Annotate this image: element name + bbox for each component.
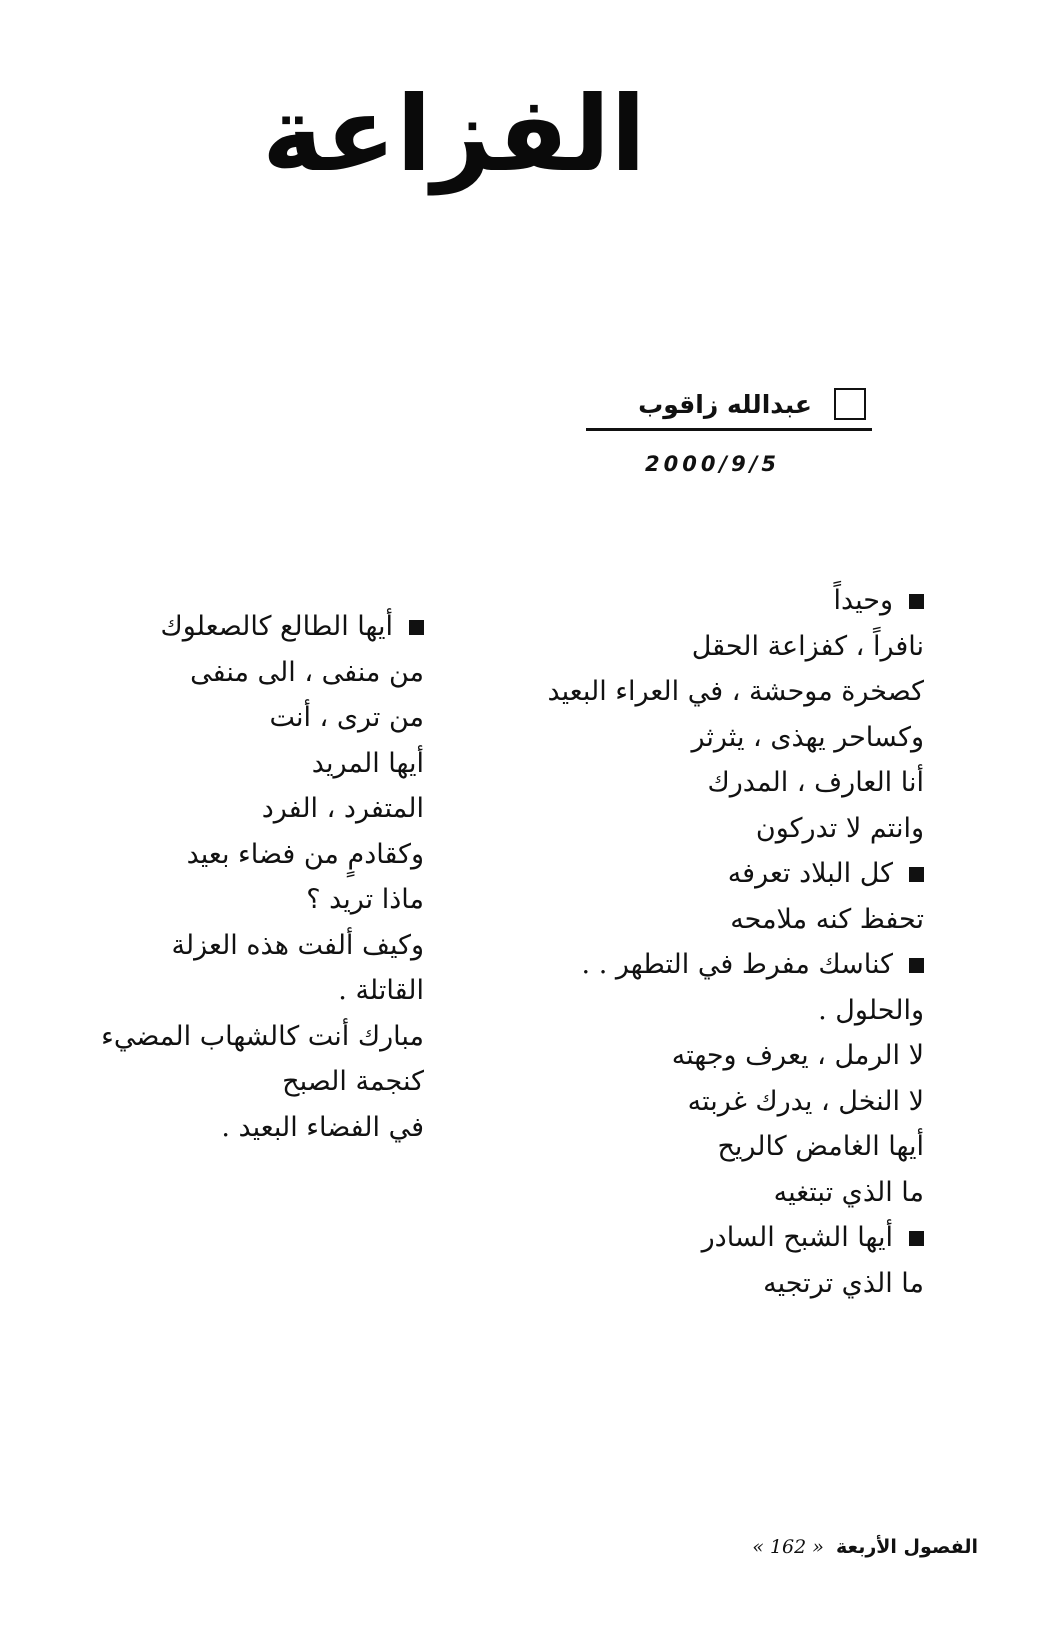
stanza-line: أنا العارف ، المدرك xyxy=(707,767,924,798)
stanza-line: ماذا تريد ؟ xyxy=(306,884,424,915)
stanza-line: ما الذي ترتجيه xyxy=(763,1267,924,1299)
poem-date: 2000/9/5 xyxy=(644,452,780,476)
stanza-line: وكيف ألفت هذه العزلة xyxy=(171,929,424,961)
stanza-line: تحفظ كنه ملامحه xyxy=(730,903,924,935)
stanza-line: وانتم لا تدركون xyxy=(755,812,924,844)
page-footer xyxy=(752,1536,978,1558)
stanza-line: كنجمة الصبح xyxy=(282,1066,424,1097)
author-underline xyxy=(586,428,872,431)
stanza-line: أيها الطالع كالصعلوك xyxy=(101,604,424,650)
author-row xyxy=(586,388,866,428)
author-block xyxy=(586,388,866,431)
square-bullet-icon xyxy=(909,1231,924,1246)
stanza-line: كناسك مفرط في التطهر . . xyxy=(582,942,924,988)
stanza-line: كل البلاد تعرفه xyxy=(728,851,924,897)
stanza-line: نافراً ، كفزاعة الحقل xyxy=(691,630,924,662)
author-name: عبدالله زاقوب xyxy=(638,389,812,419)
stanza-1 xyxy=(547,578,924,851)
stanza-line: كصخرة موحشة ، في العراء البعيد xyxy=(547,676,924,707)
stanza-left xyxy=(101,604,424,1150)
square-bullet-icon xyxy=(409,620,424,635)
square-bullet-icon xyxy=(909,867,924,882)
stanza-line: وكقادمٍ من فضاء بعيد xyxy=(186,838,424,870)
stanza-line: المتفرد ، الفرد xyxy=(261,793,424,824)
stanza-line: مبارك أنت كالشهاب المضيء xyxy=(101,1020,424,1052)
stanza-3 xyxy=(582,942,924,1215)
stanza-line: ما الذي تبتغيه xyxy=(773,1176,924,1208)
page-number: « 162 » xyxy=(752,1536,824,1558)
stanza-line: من منفى ، الى منفى xyxy=(190,656,424,688)
stanza-line: أيها المريد xyxy=(311,747,424,779)
stanza-line: من ترى ، أنت xyxy=(269,702,424,733)
square-box-icon xyxy=(834,388,866,420)
square-bullet-icon xyxy=(909,958,924,973)
stanza-line: لا الرمل ، يعرف وجهته xyxy=(671,1040,924,1071)
stanza-line: أيها الشبح السادر xyxy=(702,1215,924,1261)
stanza-line: أيها الغامض كالريح xyxy=(717,1131,924,1162)
stanza-4 xyxy=(702,1215,924,1306)
stanza-line: في الفضاء البعيد . xyxy=(221,1111,424,1143)
poem-title: الفزاعة xyxy=(261,73,646,195)
stanza-line: وكساحر يهذى ، يثرثر xyxy=(691,721,924,753)
stanza-line: لا النخل ، يدرك غربته xyxy=(687,1085,924,1117)
stanza-line: القاتلة . xyxy=(338,975,424,1006)
square-bullet-icon xyxy=(909,594,924,609)
stanza-line: والحلول . xyxy=(818,994,924,1026)
publication-name: الفصول الأربعة xyxy=(835,1536,978,1558)
stanza-2 xyxy=(728,851,924,942)
stanza-line: وحيداً xyxy=(547,578,924,624)
